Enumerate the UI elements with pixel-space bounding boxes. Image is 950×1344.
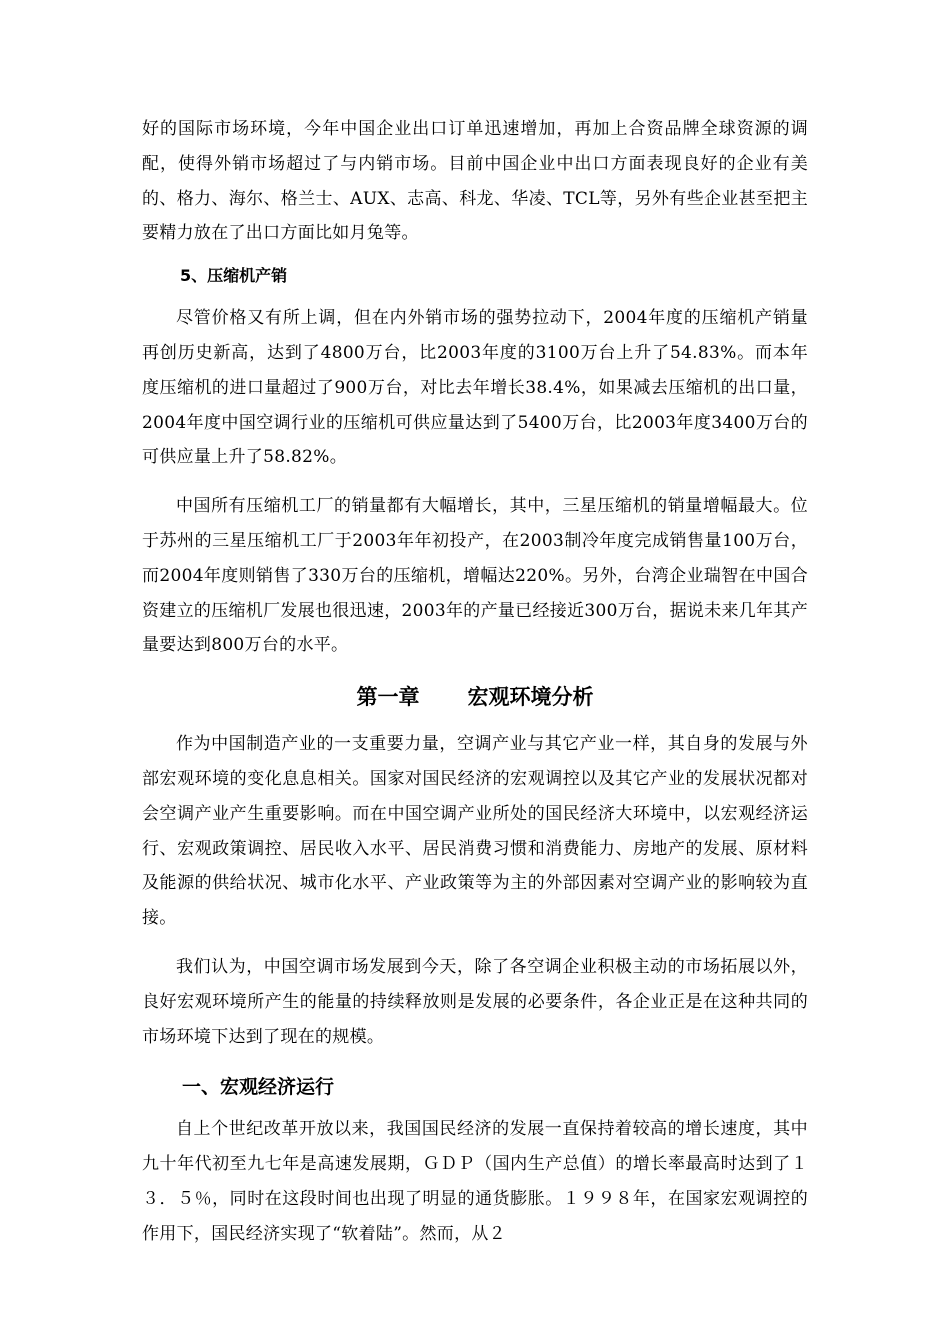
paragraph-economy: 自上个世纪改革开放以来，我国国民经济的发展一直保持着较高的增长速度，其中九十年代初至九七年是高速发展期，ＧＤＰ（国内生产总值）的增长率最高时达到了１３．５％，同时在这段时间也出现了明显的通货膨胀。１９９８年，在国家宏观调控的作用下，国民经济实现了“软着陆”。然而，从２: [142, 1119, 808, 1244]
paragraph-macro-intro: 作为中国制造产业的一支重要力量，空调产业与其它产业一样，其自身的发展与外部宏观环境的变化息息相关。国家对国民经济的宏观调控以及其它产业的发展状况都对会空调产业产生重要影响。而在中国空调产业所处的国民经济大环境中，以宏观经济运行、宏观政策调控、居民收入水平、居民消费习惯和消费能力、房地产的发展、原材料及能源的供给状况、城市化水平、产业政策等为主的外部因素对空调产业的影响较为直接。: [142, 734, 808, 929]
chapter-title: 宏观环境分析: [467, 685, 594, 710]
paragraph-macro-conclusion: 我们认为，中国空调市场发展到今天，除了各空调企业积极主动的市场拓展以外，良好宏观环境所产生的能量的持续释放则是发展的必要条件，各企业正是在这种共同的市场环境下达到了现在的规模。: [142, 956, 808, 1047]
section-heading-economy: 一、宏观经济运行: [182, 1076, 335, 1099]
paragraph-compressor-sales: 尽管价格又有所上调，但在内外销市场的强势拉动下，2004年度的压缩机产销量再创历史新高，达到了4800万台，比2003年度的3100万台上升了54.83%。而本年度压缩机的进口量超过了900万台，对比去年增长38.4%，如果减去压缩机的出口量，2004年度中国空调行业的压缩机可供应量达到了5400万台，比2003年度3400万台的可供应量上升了58.82%。: [142, 308, 808, 468]
chapter-number: 第一章: [356, 685, 420, 710]
document-body: [142, 112, 808, 1252]
subheading-compressor: 5、压缩机产销: [180, 266, 288, 286]
paragraph-export-market: 好的国际市场环境，今年中国企业出口订单迅速增加，再加上合资品牌全球资源的调配，使得外销市场超过了与内销市场。目前中国企业中出口方面表现良好的企业有美的、格力、海尔、格兰士、AUX、志高、科龙、华凌、TCL等，另外有些企业甚至把主要精力放在了出口方面比如月兔等。: [142, 119, 808, 244]
paragraph-compressor-factories: 中国所有压缩机工厂的销量都有大幅增长，其中，三星压缩机的销量增幅最大。位于苏州的三星压缩机工厂于2003年年初投产，在2003制冷年度完成销售量100万台，而2004年度则销售了330万台的压缩机，增幅达220%。另外，台湾企业瑞智在中国合资建立的压缩机厂发展也很迅速，2003年的产量已经接近300万台，据说未来几年其产量要达到800万台的水平。: [142, 496, 809, 656]
chapter-heading: [142, 677, 808, 717]
